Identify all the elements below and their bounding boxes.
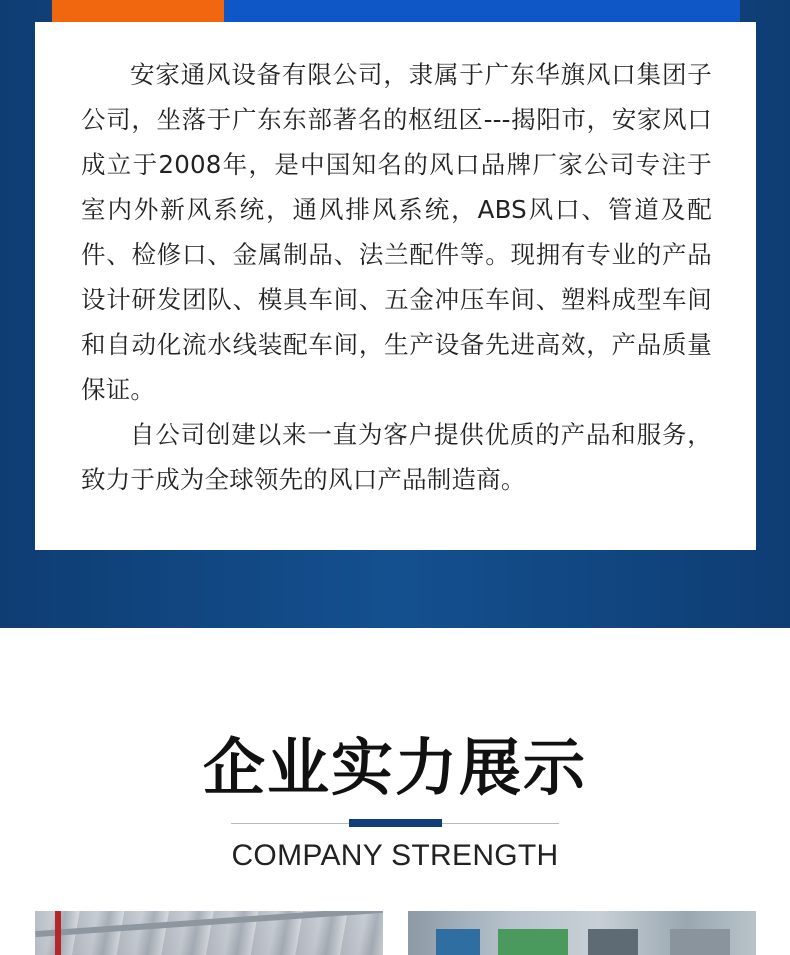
accent-bar-blue [224, 0, 740, 22]
factory-photo-workshop [408, 911, 756, 955]
photo-machine [670, 929, 730, 955]
photo-post [55, 911, 61, 955]
accent-bar-orange [52, 0, 224, 22]
section-subtitle: COMPANY STRENGTH [231, 839, 559, 872]
intro-paragraph-2: 自公司创建以来一直为客户提供优质的产品和服务，致力于成为全球领先的风口产品制造商。 [81, 420, 712, 494]
photo-beam [35, 911, 383, 937]
photo-machine [498, 929, 568, 955]
title-divider-mark [349, 819, 442, 827]
photo-machine [436, 929, 480, 955]
company-intro-card [35, 22, 756, 550]
intro-paragraph-1: 安家通风设备有限公司，隶属于广东华旗风口集团子公司，坐落于广东东部著名的枢纽区---揭阳市，安家风口成立于2008年，是中国知名的风口品牌厂家公司专注于室内外新风系统，通风排风系统，ABS风口、管道及配件、检修口、金属制品、法兰配件等。现拥有专业的产品设计研发团队、模具车间、五金冲压车间、塑料成型车间和自动化流水线装配车间，生产设备先进高效，产品质量保证。 [81, 60, 712, 404]
factory-photo-warehouse [35, 911, 383, 955]
photo-machine [588, 929, 638, 955]
section-title: 企业实力展示 [202, 731, 587, 804]
